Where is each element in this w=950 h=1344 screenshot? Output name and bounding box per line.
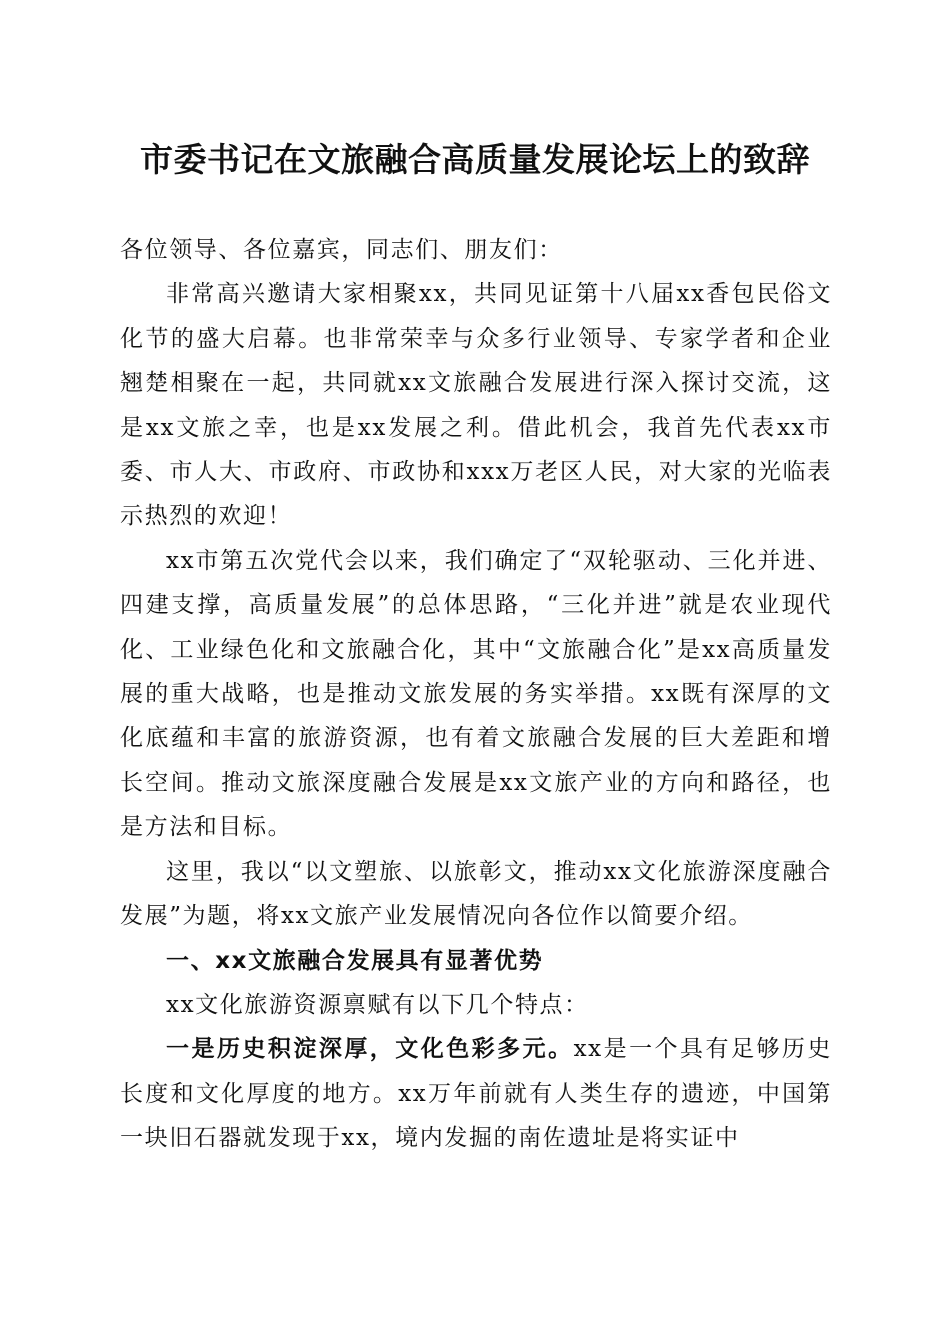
section-intro: xx文化旅游资源禀赋有以下几个特点： (166, 991, 589, 1018)
document-title: 市委书记在文旅融合高质量发展论坛上的致辞 (140, 140, 810, 179)
point-text: xx是一个具有足够历史长度和文化厚度的地方。xx万年前就有人类生存的遗迹，中国第一块旧石器就发现于xx，境内发掘的南佐遗址是将实证中 (120, 1036, 832, 1152)
section-heading: 一、xx文旅融合发展具有显著优势 (166, 947, 544, 974)
paragraph-topic: 这里，我以“以文塑旅、以旅彰文，推动xx文化旅游深度融合发展”为题，将xx文旅产业发展情况向各位作以简要介绍。 (120, 858, 832, 930)
paragraph-welcome: 非常高兴邀请大家相聚xx，共同见证第十八届xx香包民俗文化节的盛大启幕。也非常荣幸与众多行业领导、专家学者和企业翘楚相聚在一起，共同就xx文旅融合发展进行深入探讨交流，这是xx文旅之幸，也是xx发展之利。借此机会，我首先代表xx市委、市人大、市政府、市政协和xxx万老区人民，对大家的光临表示热烈的欢迎！ (120, 281, 832, 530)
point-lead: 一是历史积淀深厚，文化色彩多元。 (166, 1036, 574, 1063)
paragraph-strategy: xx市第五次党代会以来，我们确定了“双轮驱动、三化并进、四建支撑，高质量发展”的总体思路，“三化并进”就是农业现代化、工业绿色化和文旅融合化，其中“文旅融合化”是xx高质量发展的重大战略，也是推动文旅发展的务实举措。xx既有深厚的文化底蕴和丰富的旅游资源，也有着文旅融合发展的巨大差距和增长空间。推动文旅深度融合发展是xx文旅产业的方向和路径，也是方法和目标。 (120, 547, 832, 841)
document-body (120, 228, 832, 1161)
salutation: 各位领导、各位嘉宾，同志们、朋友们： (120, 237, 563, 263)
point-paragraph (120, 1027, 832, 1160)
